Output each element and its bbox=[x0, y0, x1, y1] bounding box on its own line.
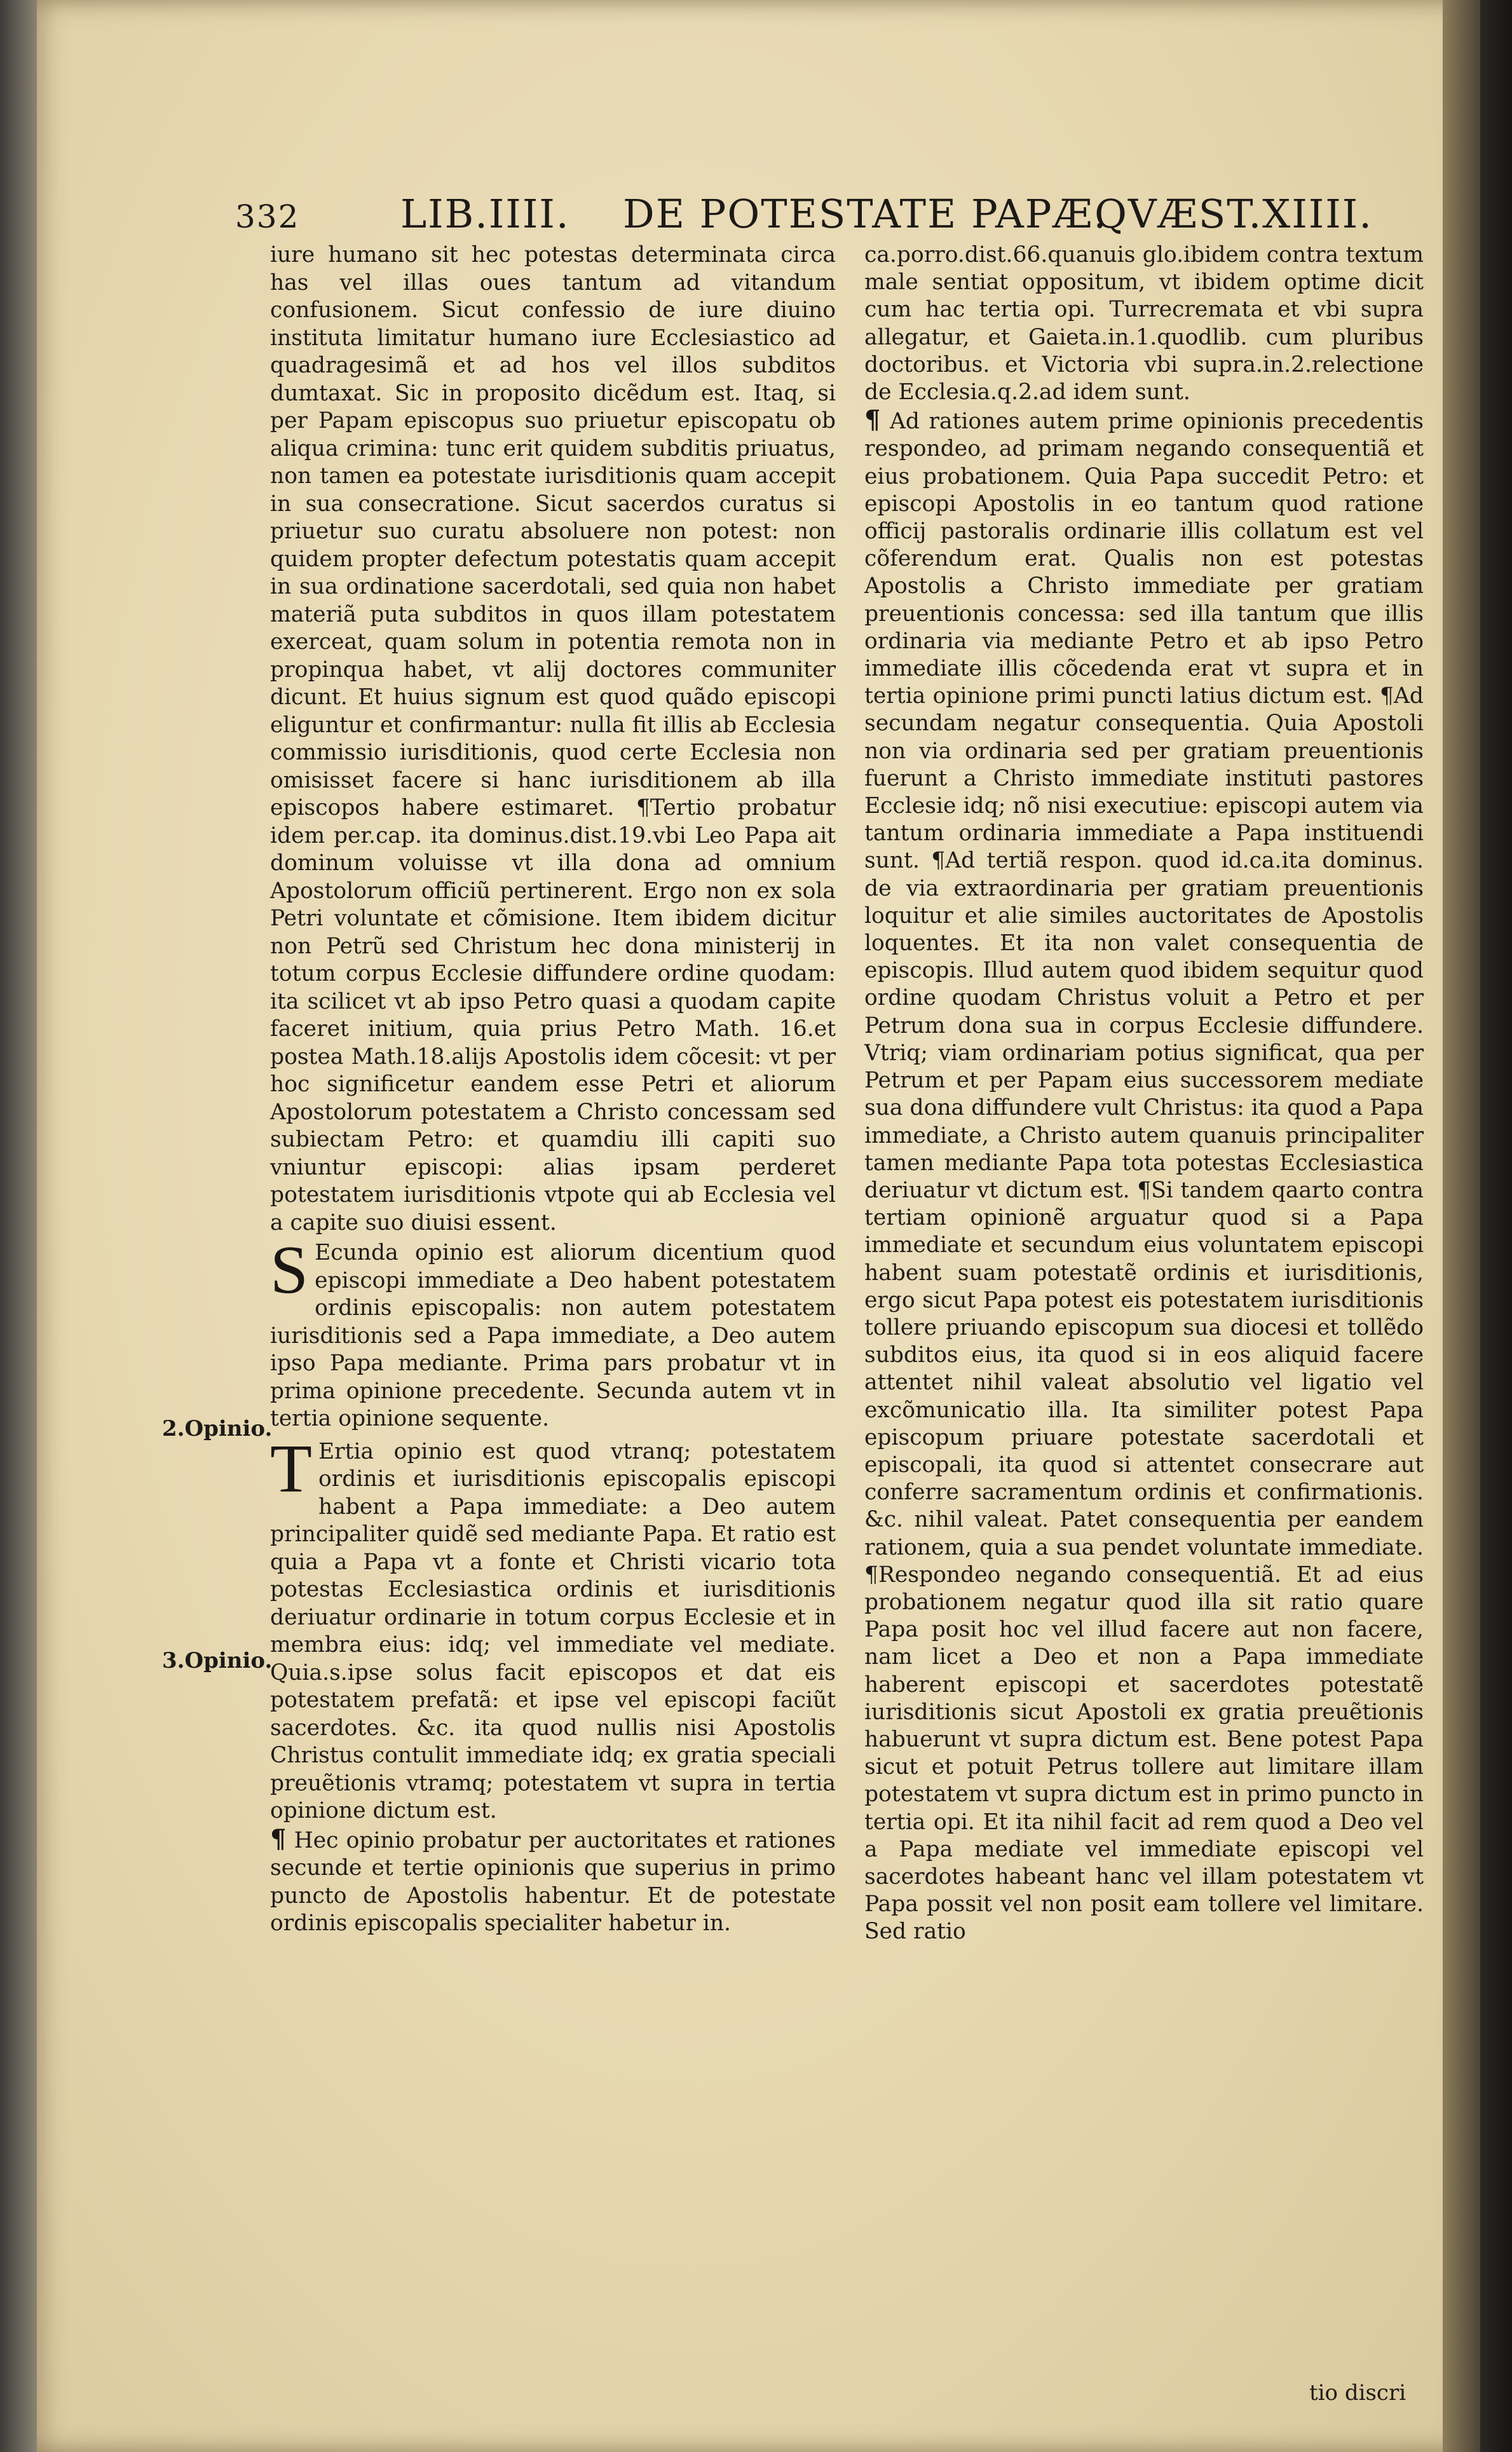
running-header bbox=[235, 191, 1373, 242]
paragraph-mark-icon: ¶ bbox=[864, 405, 881, 435]
backdrop-right bbox=[1480, 0, 1512, 2452]
left-paragraph-3-text: Ertia opinio est quod vtranq; potestatem ordinis et iurisditionis episcopalis episcopi habent a Papa immediate: a Deo autem principaliter quidẽ sed mediante Papa. Et ratio est quia a Papa vt a fonte et Christi vicario tota potestas Ecclesiastica ordinis et iurisditionis deriuatur ordinarie in totum corpus Ecclesie et in membra eius: idq; vel immediate vel mediate. Quia.s.ipse solus facit episcopos et dat eis potestatem prefatã: et ipse vel episcopi faciũt sacerdotes. &c. ita quod nullis nisi Apostolis Christus contulit immediate idq; ex gratia speciali preuẽtionis vtramq; potestatem vt supra in tertia opinione dictum est. bbox=[270, 1438, 836, 1823]
running-title: DE POTESTATE PAPÆ. bbox=[623, 191, 1108, 237]
catchword: tio discri bbox=[1309, 2380, 1406, 2406]
paragraph-mark-icon: ¶ bbox=[270, 1823, 287, 1854]
question-number: QVÆST.XIIII. bbox=[1094, 191, 1373, 237]
page-edge-strip bbox=[1443, 0, 1480, 2452]
backdrop-left bbox=[0, 0, 37, 2452]
left-paragraph-2-text: Ecunda opinio est aliorum dicentium quod episcopi immediate a Deo habent potestatem ordinis episcopalis: non autem potestatem iurisditionis sed a Papa immediate, a Deo autem ipso Papa mediante. Prima pars probatur vt in prima opinione precedente. Secunda autem vt in tertia opinione sequente. bbox=[270, 1240, 836, 1431]
drop-cap-s: S bbox=[270, 1232, 309, 1308]
drop-cap-t: T bbox=[270, 1431, 312, 1507]
book-number: LIB.IIII. bbox=[400, 191, 570, 237]
page-number: 332 bbox=[235, 198, 300, 235]
left-paragraph-4-text: Hec opinio probatur per auctoritates et rationes secunde et tertie opinionis que superius in primo puncto de Apostolis habentur. Et de potestate ordinis episcopalis specialiter habetur in. bbox=[270, 1827, 836, 1936]
margin-note-opinion-3: 3.Opinio. bbox=[162, 1648, 273, 1673]
right-paragraph-2-text: Ad rationes autem prime opinionis precedentis respondeo, ad primam negando consequentiã et eius probationem. Quia Papa succedit Petro: et episcopi Apostolis in eo tantum quod ratione officij pastoralis ordinarie illis collatum est vel cõferendum erat. Qualis non est potestas Apostolis a Christo immediate per gratiam preuentionis concessa: sed illa tantum que illis ordinaria via mediante Petro et ab ipso Petro immediate illis cõcedenda erat vt supra et in tertia opinione primi puncti latius dictum est. ¶Ad secundam negatur consequentia. Quia Apostoli non via ordinaria sed per gratiam preuentionis fuerunt a Christo immediate instituti pastores Ecclesie idq; nõ nisi executiue: episcopi autem via tantum ordinaria immediate a Papa instituendi sunt. ¶Ad tertiã respon. quod id.ca.ita dominus. de via extraordinaria per gratiam preuentionis loquitur et alie similes auctoritates de Apostolis loquentes. Et ita non valet consequentia de episcopis. Illud autem quod ibidem sequitur quod ordine quodam Christus voluit a Petro et per Petrum dona sua in corpus Ecclesie diffundere. Vtriq; viam ordinariam potius significat, qua per Petrum et per Papam eius successorem mediate sua dona diffundere vult Christus: ita quod a Papa immediate, a Christo autem quanuis principaliter tamen mediante Papa tota potestas Ecclesiastica deriuatur vt dictum est. ¶Si tandem qaarto contra tertiam opinionẽ arguatur quod si a Papa immediate et secundum eius voluntatem episcopi habent suam potestatẽ ordinis et iurisditionis, ergo sicut Papa potest eis potestatem iurisditionis tollere priuando episcopum sua diocesi et tollẽdo subditos eius, ita quod si in eos aliquid facere attentet nihil valeat absolutio vel ligatio vel excõmunicatio illa. Ita similiter potest Papa episcopum priuare potestate sacerdotali et episcopali, ita quod si attentet consecrare aut conferre sacramentum ordinis et confirmationis. &c. nihil valeat. Patet consequentia per eandem rationem, quia a sua pendet voluntate immediate. ¶Respondeo negando consequentiã. Et ad eius probationem negatur quod illa sit ratio quare Papa posit hoc vel illud facere aut non facere, nam licet a Deo et non a Papa immediate haberent episcopi et sacerdotes potestatẽ iurisditionis sicut Apostoli ex gratia preuẽtionis habuerunt vt supra dictum est. Bene potest Papa sicut et potuit Petrus tollere aut limitare illam potestatem vt supra dictum est in primo puncto in tertia opi. Et ita nihil facit ad rem quod a Deo vel a Papa mediate vel immediate episcopi vel sacerdotes habeant hanc vel illam potestatem vt Papa possit vel non posit eam tollere vel limitare. Sed ratio bbox=[864, 409, 1424, 1945]
left-paragraph-4 bbox=[270, 1825, 836, 1938]
margin-note-opinion-2: 2.Opinio. bbox=[162, 1416, 273, 1441]
left-paragraph-1: iure humano sit hec potestas determinata circa has vel illas oues tantum ad vitandum confusionem. Sicut confessio de iure diuino instituta limitatur humano iure Ecclesiastico ad quadragesimã et ad hos vel illos subditos dumtaxat. Sic in proposito dicẽdum est. Itaq, si per Papam episcopus suo priuetur episcopatu ob aliqua crimina: tunc erit quidem subditis priuatus, non tamen ea potestate iurisditionis quam accepit in sua consecratione. Sicut sacerdos curatus si priuetur suo curatu absoluere non potest: non quidem propter defectum potestatis quam accepit in sua ordinatione sacerdotali, sed quia non habet materiã puta subditos in quos illam potestatem exerceat, quam solum in potentia remota non in propinqua habet, vt alij doctores communiter dicunt. Et huius signum est quod quãdo episcopi eliguntur et confirmantur: nulla fit illis ab Ecclesia commissio iurisditionis, quod certe Ecclesia non omisisset facere si hanc iurisditionem ab illa episcopos habere estimaret. ¶Tertio probatur idem per.cap. ita dominus.dist.19.vbi Leo Papa ait dominum voluisse vt illa dona ad omnium Apostolorum officiũ pertinerent. Ergo non ex sola Petri voluntate et cõmisione. Item ibidem dicitur non Petrũ sed Christum hec dona ministerij in totum corpus Ecclesie diffundere ordine quodam: ita scilicet vt ab ipso Petro quasi a quodam capite faceret initium, quia prius Petro Math. 16.et postea Math.18.alijs Apostolis idem cõcesit: vt per hoc significetur eandem esse Petri et aliorum Apostolorum potestatem a Christo concessam sed subiectam Petro: et quamdiu illi capiti suo vniuntur episcopi: alias ipsam perderet potestatem iurisditionis vtpote qui ab Ecclesia vel a capite suo diuisi essent. bbox=[270, 242, 836, 1236]
left-paragraph-3 bbox=[270, 1431, 836, 1825]
right-paragraph-1: ca.porro.dist.66.quanuis glo.ibidem contra textum male sentiat oppositum, vt ibidem optime dicit cum hac tertia opi. Turrecremata et vbi supra allegatur, et Gaieta.in.1.quodlib. cum pluribus doctoribus. et Victoria vbi supra.in.2.relectione de Ecclesia.q.2.ad idem sunt. bbox=[864, 242, 1424, 405]
left-column bbox=[270, 242, 836, 1938]
right-column bbox=[864, 242, 1424, 1946]
right-paragraph-2 bbox=[864, 406, 1424, 1945]
left-paragraph-2 bbox=[270, 1232, 836, 1433]
